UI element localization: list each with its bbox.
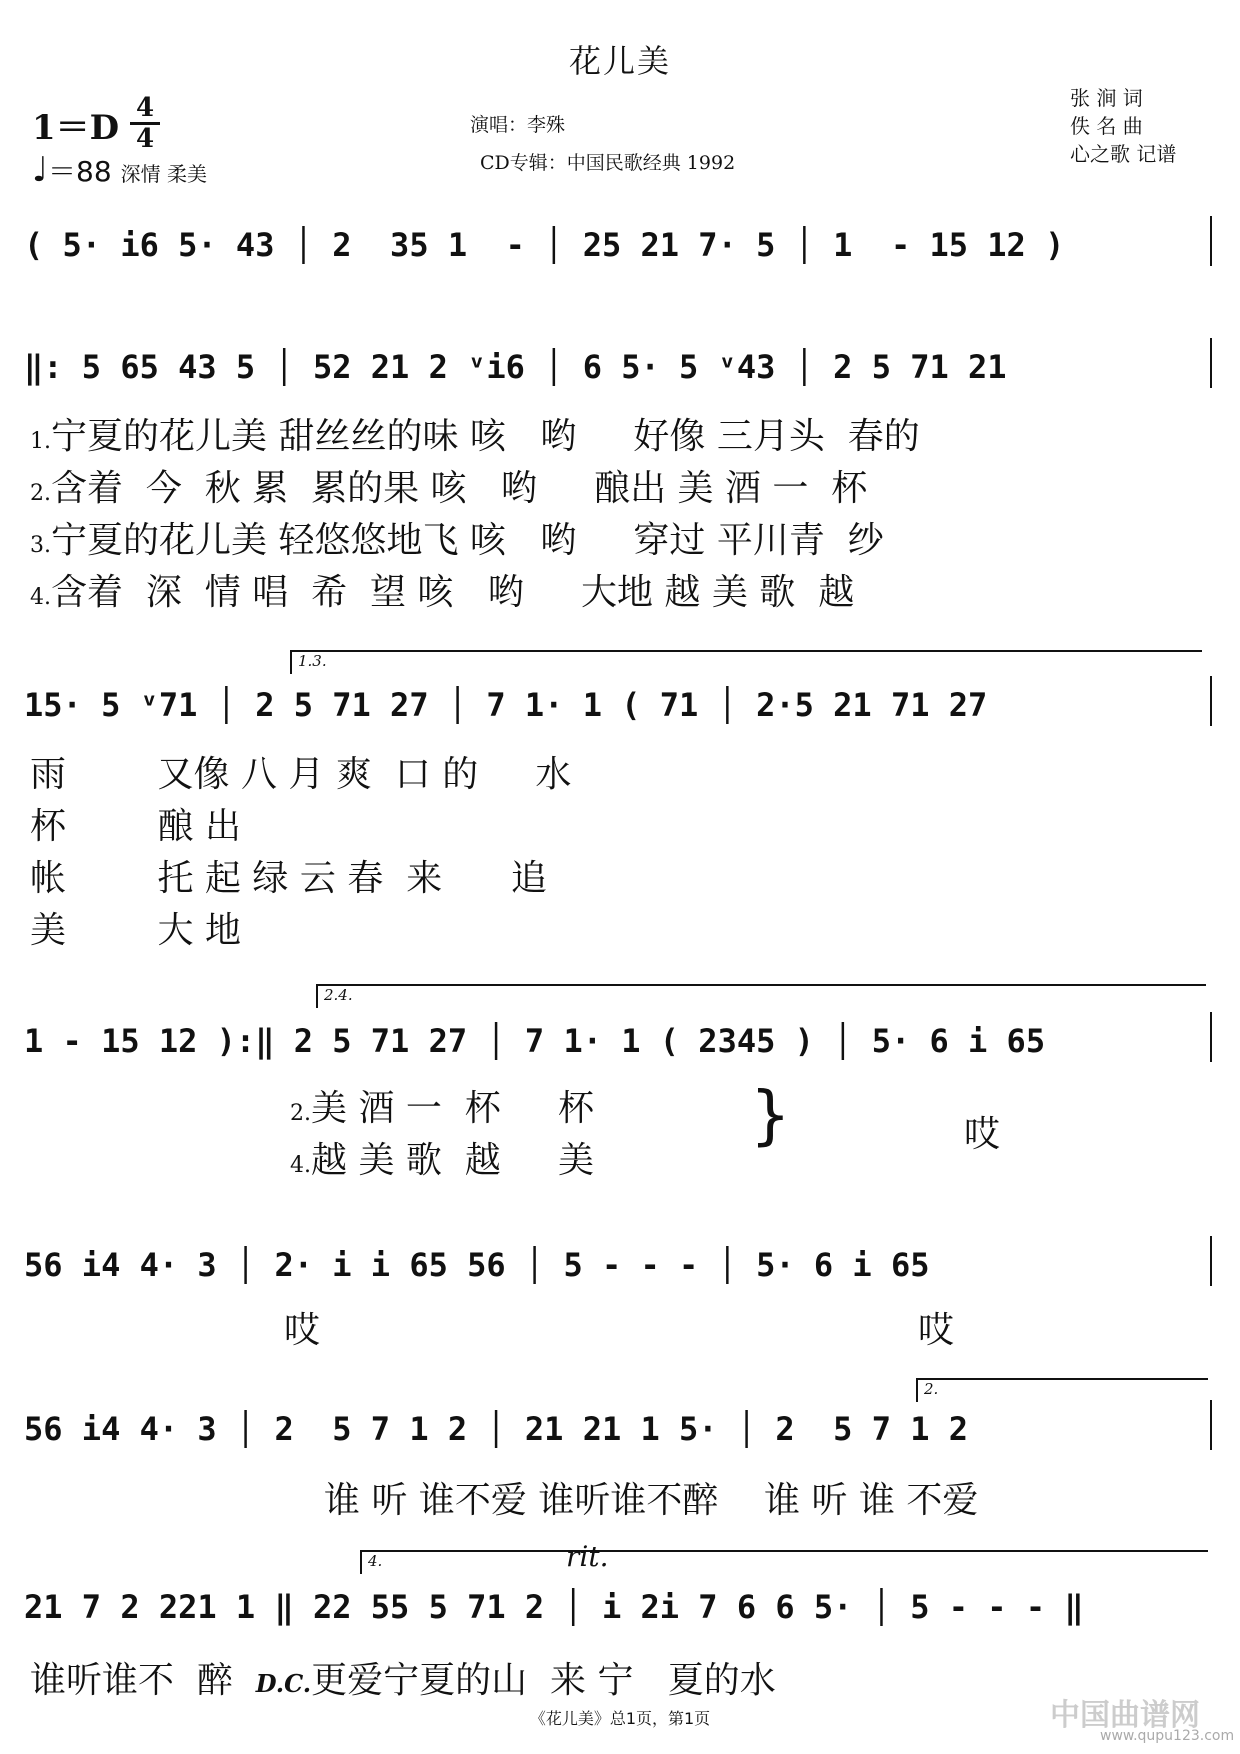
credits: [1070, 84, 1176, 168]
barline: [1210, 1012, 1212, 1062]
lyric-text: 越 美 歌 越 美: [311, 1140, 594, 1181]
volta-2: 2.: [916, 1378, 1208, 1402]
lyric-verse-1: [30, 408, 920, 459]
barline: [1210, 338, 1212, 388]
lyric-row3-1: 雨 又像 八 月 爽 口 的 水: [30, 754, 572, 795]
score-row-3: 15· 5 ᵛ71 │ 2 5 71 27 │ 7 1· 1 ( 71 │ 2·5 21 71 27: [24, 686, 988, 724]
time-signature: [130, 93, 160, 154]
lyric-ai: 哎: [964, 1114, 1001, 1155]
quarter-note-icon: ♩: [32, 150, 49, 190]
verse-number: 4.: [30, 585, 51, 610]
composer: 佚 名 曲: [1070, 114, 1143, 138]
verse-number: 1.: [30, 429, 51, 454]
score-row-2: ‖: 5 65 43 5 │ 52 21 2 ᵛi6 │ 6 5· 5 ᵛ43 │ 2 5 71 21: [24, 348, 1007, 386]
lyric-row4-v2: [290, 1080, 594, 1131]
barline: [1210, 676, 1212, 726]
da-capo-marking: D.C.: [255, 1669, 312, 1698]
lyric-verse-2: [30, 460, 867, 511]
lyricist: 张 涧 词: [1070, 86, 1143, 110]
lyric-text: 宁夏的花儿美 甜丝丝的味 咳 哟 好像 三月头 春的: [51, 416, 920, 457]
lyric-row6: 谁 听 谁不爱 谁听谁不醉 谁 听 谁 不爱: [324, 1480, 979, 1521]
verse-number: 2.: [30, 481, 51, 506]
lyric-text: 宁夏的花儿美 轻悠悠地飞 咳 哟 穿过 平川青 纱: [51, 520, 884, 561]
lyric-ai: 哎: [918, 1310, 955, 1351]
song-title: 花儿美: [568, 42, 671, 80]
album: CD专辑：中国民歌经典 1992: [480, 152, 736, 174]
lyric-text: 含着 深 情 唱 希 望 咳 哟 大地 越 美 歌 越: [51, 572, 855, 613]
lyric-row3-4: 美 大 地: [30, 910, 241, 951]
score-row-5: 56 i4 4· 3 │ 2· i i 65 56 │ 5 - - - │ 5· 6 i 65: [24, 1246, 930, 1284]
ritardando-marking: rit.: [566, 1540, 609, 1573]
score-row-7: 21 7 2 221 1 ‖ 22 55 5 71 2 │ i 2i 7 6 6 5· │ 5 - - - ‖: [24, 1588, 1084, 1626]
tempo-marking: [32, 150, 207, 190]
mood-text: 深情 柔美: [120, 162, 207, 186]
score-row-4: 1 - 15 12 ):‖ 2 5 71 27 │ 7 1· 1 ( 2345 ) │ 5· 6 i 65: [24, 1022, 1046, 1060]
lyric-row7: [30, 1652, 776, 1703]
lyric-text: 更爱宁夏的山 来 宁 夏的水: [311, 1660, 776, 1701]
time-denominator: 4: [135, 124, 155, 154]
page-footer: 《花儿美》总1页，第1页: [529, 1709, 711, 1728]
volta-1-3: 1.3.: [290, 650, 1202, 674]
verse-number: 4.: [290, 1153, 311, 1178]
barline: [1210, 1400, 1212, 1450]
lyric-row3-3: 帐 托 起 绿 云 春 来 追: [30, 858, 547, 899]
site-logo: 中国曲谱网: [1050, 1698, 1200, 1733]
lyric-row4-v4: [290, 1132, 594, 1183]
verse-number: 3.: [30, 533, 51, 558]
verse-number: 2.: [290, 1101, 311, 1126]
time-numerator: 4: [135, 93, 155, 123]
transcriber: 心之歌 记谱: [1070, 142, 1177, 166]
brace-icon: }: [750, 1079, 791, 1153]
score-row-6: 56 i4 4· 3 │ 2 5 7 1 2 │ 21 21 1 5· │ 2 5 7 1 2: [24, 1410, 969, 1448]
lyric-verse-4: [30, 564, 854, 615]
site-url: www.qupu123.com: [1100, 1728, 1235, 1744]
tempo-value: ＝88: [48, 155, 112, 188]
lyric-text: 含着 今 秋 累 累的果 咳 哟 酿出 美 酒 一 杯: [51, 468, 868, 509]
key-signature: 1＝D: [32, 108, 120, 148]
lyric-ai: 哎: [284, 1310, 321, 1351]
score-row-1: ( 5· i6 5· 43 │ 2 35 1 - │ 25 21 7· 5 │ 1 - 15 12 ): [24, 226, 1065, 264]
lyric-text: 美 酒 一 杯 杯: [311, 1088, 594, 1129]
singer: 演唱：李殊: [470, 114, 566, 136]
volta-2-4: 2.4.: [316, 984, 1206, 1008]
lyric-verse-3: [30, 512, 884, 563]
lyric-text: 谁听谁不 醉: [30, 1660, 233, 1701]
volta-4: 4.: [360, 1550, 1208, 1574]
lyric-row3-2: 杯 酿 出: [30, 806, 241, 847]
barline: [1210, 216, 1212, 266]
barline: [1210, 1236, 1212, 1286]
